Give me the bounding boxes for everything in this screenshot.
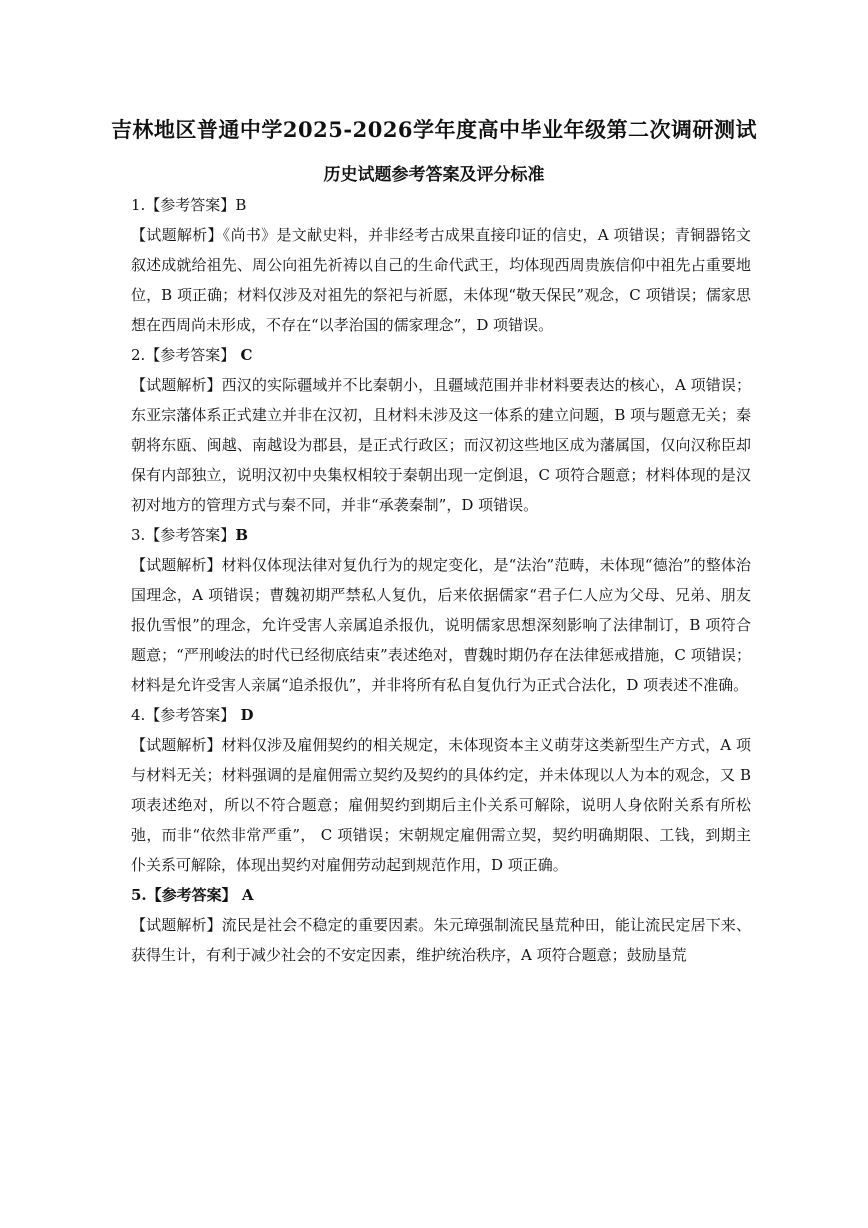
answer-line-q5 <box>131 880 751 910</box>
document-subtitle: 历史试题参考答案及评分标准 <box>323 165 545 185</box>
answer-label: 1.【参考答案】 <box>131 196 236 214</box>
answer-value: B <box>235 526 248 544</box>
answer-line-q2 <box>131 340 751 370</box>
answer-label: 3.【参考答案】 <box>131 526 236 544</box>
document-title: 吉林地区普通中学2025-2026学年度高中毕业年级第二次调研测试 <box>110 117 758 142</box>
answer-label: 2.【参考答案】 <box>131 346 236 364</box>
answer-body <box>131 190 751 970</box>
answer-value: A <box>236 886 254 904</box>
answer-line-q1 <box>131 190 751 220</box>
analysis-q2: 【试题解析】西汉的实际疆域并不比秦朝小，且疆域范围并非材料要表达的核心，A 项错误；东亚宗藩体系正式建立并非在汉初，且材料未涉及这一体系的建立问题，B 项与题意无关；秦朝将东瓯、闽越、南越设为郡县，是正式行政区；而汉初这些地区成为藩属国，仅向汉称臣却保有内部独立，说明汉初中央集权相较于秦朝出现一定倒退，C 项符合题意；材料体现的是汉初对地方的管理方式与秦不同，并非“承袭秦制”，D 项错误。 <box>131 376 751 514</box>
answer-label: 4.【参考答案】 <box>131 706 236 724</box>
answer-value: B <box>235 196 247 214</box>
answer-value: C <box>235 346 253 364</box>
answer-value: D <box>235 706 254 724</box>
analysis-q3: 【试题解析】材料仅体现法律对复仇行为的规定变化，是“法治”范畴，未体现“德治”的整体治国理念，A 项错误；曹魏初期严禁私人复仇，后来依据儒家“君子仁人应为父母、兄弟、朋友报仇雪恨”的理念，允许受害人亲属追杀报仇，说明儒家思想深刻影响了法律制订，B 项符合题意；“严刑峻法的时代已经彻底结束”表述绝对，曹魏时期仍存在法律惩戒措施，C 项错误；材料是允许受害人亲属“追杀报仇”，并非将所有私自复仇行为正式合法化，D 项表述不准确。 <box>131 556 751 694</box>
analysis-q1: 【试题解析】《尚书》是文献史料，并非经考古成果直接印证的信史，A 项错误；青铜器铭文叙述成就给祖先、周公向祖先祈祷以自己的生命代武王，均体现西周贵族信仰中祖先占重要地位，B 项正确；材料仅涉及对祖先的祭祀与祈愿，未体现“敬天保民”观念，C 项错误；儒家思想在西周尚未形成，不存在“以孝治国的儒家理念”，D 项错误。 <box>131 226 751 334</box>
answer-label: 5.【参考答案】 <box>131 886 237 904</box>
answer-line-q4 <box>131 700 751 730</box>
answer-line-q3 <box>131 520 751 550</box>
analysis-q4: 【试题解析】材料仅涉及雇佣契约的相关规定，未体现资本主义萌芽这类新型生产方式，A 项与材料无关；材料强调的是雇佣需立契约及契约的具体约定，并未体现以人为本的观念，又 B 项表述绝对，所以不符合题意；雇佣契约到期后主仆关系可解除，说明人身依附关系有所松弛，而非“依然非常严重”， C 项错误；宋朝规定雇佣需立契，契约明确期限、工钱，到期主仆关系可解除，体现出契约对雇佣劳动起到规范作用，D 项正确。 <box>131 736 751 874</box>
analysis-q5: 【试题解析】流民是社会不稳定的重要因素。朱元璋强制流民垦荒种田，能让流民定居下来、获得生计，有利于减少社会的不安定因素，维护统治秩序，A 项符合题意；鼓励垦荒 <box>131 916 751 964</box>
